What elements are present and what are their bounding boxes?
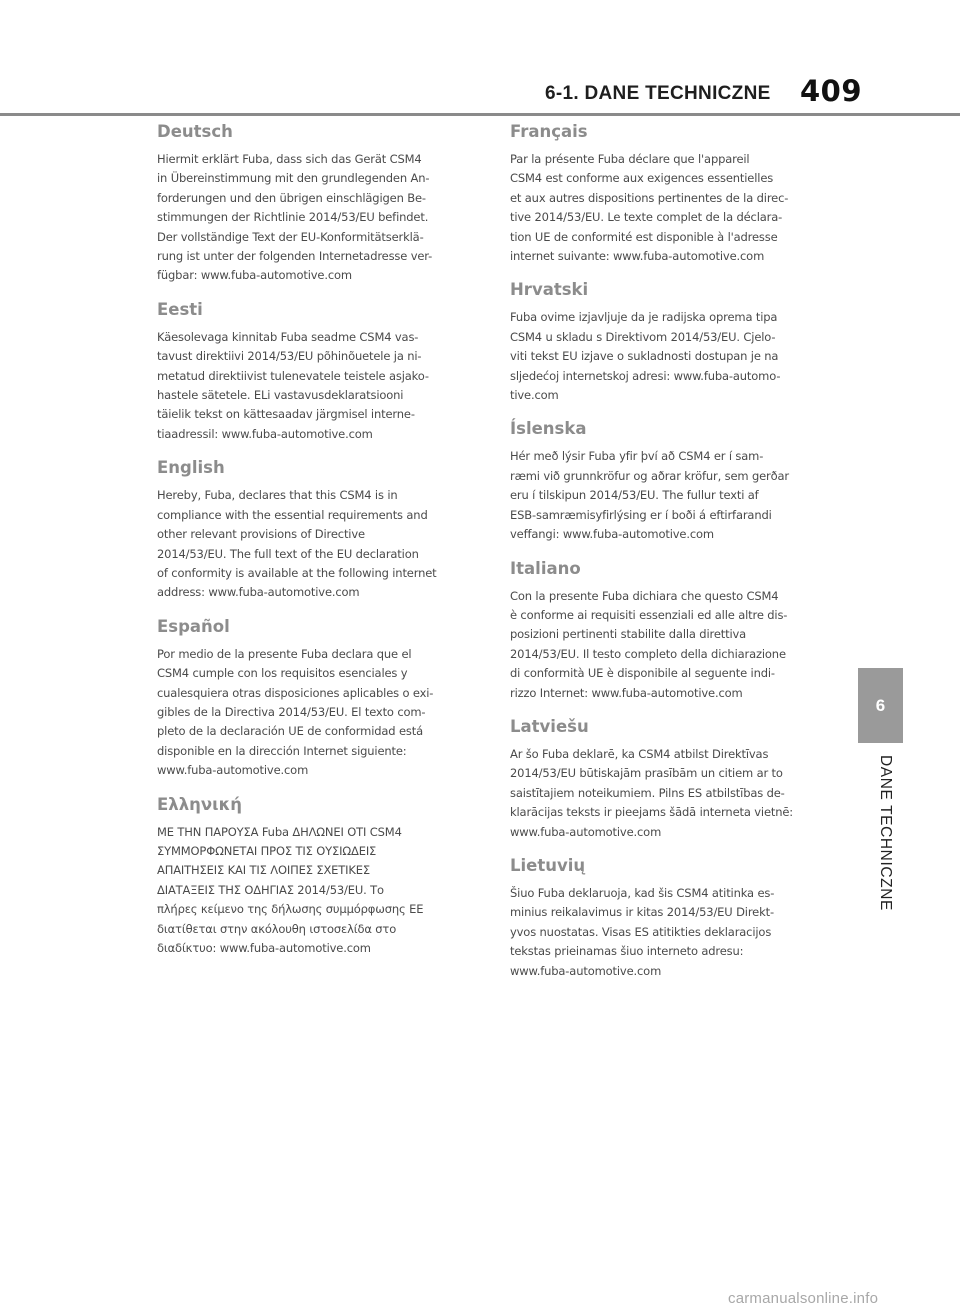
section-islenska	[510, 417, 830, 544]
chapter-tab-number: 6	[875, 695, 886, 715]
section-lietuviu	[510, 854, 830, 981]
section-body: Käesolevaga kinnitab Fuba seadme CSM4 vas- tavust direktiivi 2014/53/EU põhinõuetele ja ni- metatud direktiivist tulenevatele teistele asjako- hastele sätetele. ELi vastavusdeklaratsiooni täielik tekst on kättesaadav järgmisel interne- tiaadressil: www.fuba-automotive.com	[157, 329, 429, 441]
section-body: Hiermit erklärt Fuba, dass sich das Gerät CSM4 in Übereinstimmung mit den grundlegenden An- forderungen und den übrigen einschlägigen Be- stimmungen der Richtlinie 2014/53/EU befindet. Der vollständige Text der EU-Konformitätserklä- rung ist unter der folgenden Internetadresse ver- fügbar: www.fuba-automotive.com	[157, 152, 433, 283]
section-title: Ελληνική	[157, 794, 243, 814]
section-body: ΜΕ ΤΗΝ ΠΑΡΟΥΣΑ Fuba ΔΗΛΩΝΕΙ ΟΤΙ CSM4 ΣΥΜΜΟΡΦΩΝΕΤΑΙ ΠΡΟΣ ΤΙΣ ΟΥΣΙΩΔΕΙΣ ΑΠΑΙΤΗΣΕΙΣ ΚΑΙ ΤΙΣ ΛΟΙΠΕΣ ΣΧΕΤΙΚΕΣ ΔΙΑΤΑΞΕΙΣ ΤΗΣ ΟΔΗΓΙΑΣ 2014/53/EU. Το πλήρες κείμενο της δήλωσης συμμόρφωσης ΕΕ διατίθεται στην ακόλουθη ιστοσελίδα στο διαδίκτυο: www.fuba-automotive.com	[157, 824, 424, 955]
section-body: Fuba ovime izjavljuje da je radijska oprema tipa CSM4 u skladu s Direktivom 2014/53/EU. Cjelo- viti tekst EU izjave o sukladnosti dostupan je na sljedećoj internetskoj adresi: www.fuba-automo- tive.com	[510, 310, 781, 403]
right-column	[510, 120, 830, 993]
section-english	[157, 456, 477, 602]
section-francais	[510, 120, 830, 266]
section-title: English	[157, 458, 225, 478]
page-number: 409	[800, 74, 863, 108]
section-title: Eesti	[157, 299, 203, 319]
section-deutsch	[157, 120, 477, 286]
section-title: Deutsch	[157, 122, 233, 141]
source-watermark: carmanualsonline.info	[728, 1290, 879, 1307]
chapter-tab	[858, 668, 903, 743]
section-title: Hrvatski	[510, 280, 589, 300]
section-eesti	[157, 298, 477, 444]
section-body: Hér með lýsir Fuba yfir því að CSM4 er í sam- ræmi við grunnkröfur og aðrar kröfur, sem gerðar eru í tilskipun 2014/53/EU. The fullur texti af ESB-samræmisyfirlýsing er í boði á eftirfarandi veffangi: www.fuba-automotive.com	[510, 449, 789, 542]
section-body: Hereby, Fuba, declares that this CSM4 is in compliance with the essential requirements and other relevant provisions of Directive 2014/53/EU. The full text of the EU declaration of conformity is available at the following internet address: www.fuba-automotive.com	[157, 488, 437, 600]
section-latviesu	[510, 715, 830, 842]
page-header	[0, 0, 960, 118]
header-divider	[0, 113, 960, 116]
chapter-tab-label: DANE TECHNICZNE	[877, 755, 894, 911]
left-column	[157, 120, 477, 970]
section-title: Italiano	[510, 558, 581, 578]
section-hrvatski	[510, 278, 830, 405]
section-italiano	[510, 557, 830, 703]
section-title: Français	[510, 122, 588, 141]
section-title: Latviešu	[510, 716, 589, 736]
section-body: Šiuo Fuba deklaruoja, kad šis CSM4 atitinka es- minius reikalavimus ir kitas 2014/53/EU Direkt- yvos nuostatas. Visas ES atitikties deklaracijos tekstas prieinamas šiuo interneto adresu: www.fuba-automotive.com	[510, 885, 775, 978]
section-greek	[157, 793, 477, 959]
chapter-title: 6-1. DANE TECHNICZNE	[545, 83, 771, 104]
section-body: Por medio de la presente Fuba declara que el CSM4 cumple con los requisitos esenciales y cualesquiera otras disposiciones aplicables o exi- gibles de la Directiva 2014/53/EU. El texto com- pleto de la declaración UE de conformidad está disponible en la dirección Internet siguiente: www.fuba-automotive.com	[157, 646, 434, 778]
section-body: Con la presente Fuba dichiara che questo CSM4 è conforme ai requisiti essenziali ed alle altre dis- posizioni pertinenti stabilite dalla direttiva 2014/53/EU. Il testo completo della dichiarazione di conformità UE è disponibile al seguente indi- rizzo Internet: www.fuba-automotive.com	[510, 588, 788, 700]
section-title: Lietuvių	[510, 855, 586, 875]
section-title: Español	[157, 616, 230, 636]
section-body: Ar šo Fuba deklarē, ka CSM4 atbilst Direktīvas 2014/53/EU būtiskajām prasībām un citiem ar to saistītajiem noteikumiem. Pilns ES atbilstības de- klarācijas teksts ir pieejams šādā interneta vietnē: www.fuba-automotive.com	[510, 746, 794, 839]
section-espanol	[157, 615, 477, 781]
section-title: Íslenska	[510, 419, 587, 439]
section-body: Par la présente Fuba déclare que l'appareil CSM4 est conforme aux exigences essentielles et aux autres dispositions pertinentes de la direc- tive 2014/53/EU. Le texte complet de la déclara- tion UE de conformité est disponible à l'adresse internet suivante: www.fuba-automotive.com	[510, 152, 789, 264]
